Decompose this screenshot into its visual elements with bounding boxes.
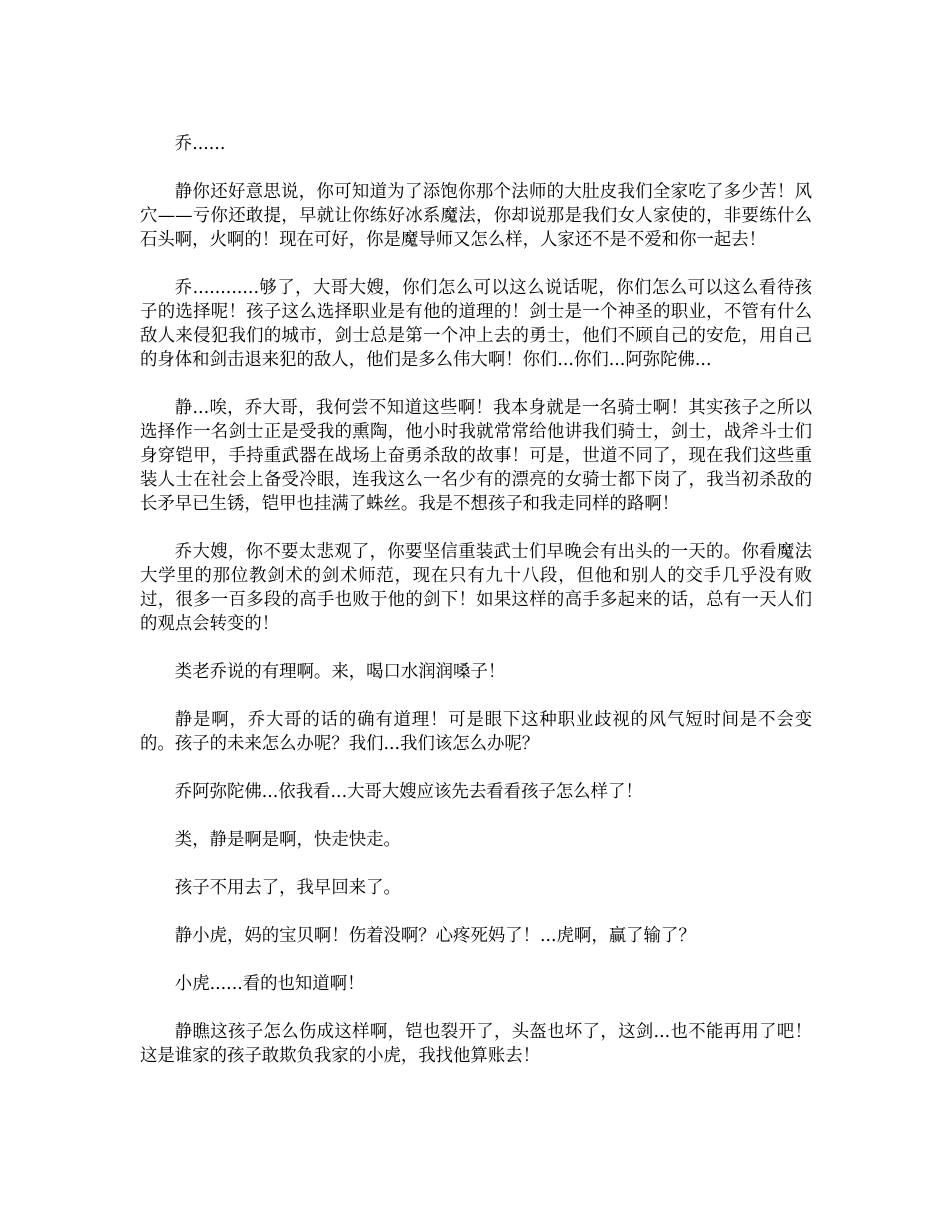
paragraph: 乔............够了，大哥大嫂，你们怎么可以这么说话呢，你们怎么可以这么看待孩子的选择呢！孩子这么选择职业是有他的道理的！剑士是一个神圣的职业，不管有什么敌人来侵犯我们的城市，剑士总是第一个冲上去的勇士，他们不顾自己的安危，用自己的身体和剑击退来犯的敌人，他们是多么伟大啊！你们...你们...阿弥陀佛... xyxy=(140,278,812,370)
paragraph: 静是啊，乔大哥的话的确有道理！可是眼下这种职业歧视的风气短时间是不会变的。孩子的未来怎么办呢？我们...我们该怎么办呢？ xyxy=(140,710,812,754)
paragraph: 乔...... xyxy=(174,134,226,154)
document-body xyxy=(140,132,812,1068)
paragraph: 孩子不用去了，我早回来了。 xyxy=(174,878,401,898)
paragraph: 静小虎，妈的宝贝啊！伤着没啊？心疼死妈了！...虎啊，赢了输了？ xyxy=(174,926,696,946)
paragraph: 小虎......看的也知道啊！ xyxy=(174,974,365,994)
paragraph: 静...唉，乔大哥，我何尝不知道这些啊！我本身就是一名骑士啊！其实孩子之所以选择作一名剑士正是受我的熏陶，他小时我就常常给他讲我们骑士，剑士，战斧斗士们身穿铠甲，手持重武器在战场上奋勇杀敌的故事！可是，世道不同了，现在我们这些重装人士在社会上备受冷眼，连我这么一名少有的漂亮的女骑士都下岗了，我当初杀敌的长矛早已生锈，铠甲也挂满了蛛丝。我是不想孩子和我走同样的路啊！ xyxy=(140,398,812,514)
paragraph: 静你还好意思说，你可知道为了添饱你那个法师的大肚皮我们全家吃了多少苦！风穴——亏你还敢提，早就让你练好冰系魔法，你却说那是我们女人家使的，非要练什么石头啊，火啊的！现在可好，你是魔导师又怎么样，人家还不是不爱和你一起去！ xyxy=(140,182,812,250)
paragraph: 静瞧这孩子怎么伤成这样啊，铠也裂开了，头盔也坏了，这剑...也不能再用了吧！这是谁家的孩子敢欺负我家的小虎，我找他算账去！ xyxy=(140,1022,812,1066)
paragraph: 乔阿弥陀佛...依我看...大哥大嫂应该先去看看孩子怎么样了！ xyxy=(174,782,643,802)
paragraph: 类，静是啊是啊，快走快走。 xyxy=(174,830,401,850)
paragraph: 类老乔说的有理啊。来，喝口水润润嗓子！ xyxy=(174,662,506,682)
paragraph: 乔大嫂，你不要太悲观了，你要坚信重装武士们早晚会有出头的一天的。你看魔法大学里的那位教剑术的剑术师范，现在只有九十八段，但他和别人的交手几乎没有败过，很多一百多段的高手也败于他的剑下！如果这样的高手多起来的话，总有一天人们的观点会转变的！ xyxy=(140,542,812,634)
